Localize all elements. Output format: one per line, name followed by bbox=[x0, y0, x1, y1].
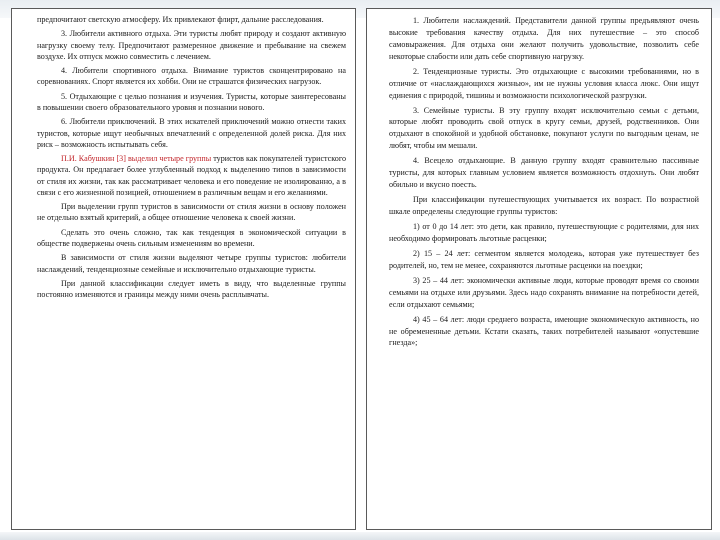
paragraph-sport-rest: 4. Любители спортивного отдыха. Внимание туристов сконцентрировано на соревнованиях. Спорт является их хобби. Они не страшатся физических нагрузок. bbox=[37, 66, 346, 87]
paragraph-active-rest: 3. Любители активного отдыха. Эти туристы любят природу и создают активную нагрузку своему телу. Предпочитают размеренное движение и пребывание на свежем воздухе. Их отпуск можно совместить с лечением. bbox=[37, 29, 346, 61]
paragraph-four-groups: В зависимости от стиля жизни выделяют четыре группы туристов: любители наслаждений, тенденциозные семейные и исключительно отдыхающие туристы. bbox=[37, 253, 346, 274]
paragraph-economic-situation: Сделать это очень сложно, так как тенденция в экономической ситуации в обществе подвержены очень сильным изменениям во времени. bbox=[37, 227, 346, 248]
paragraph-classification-note: При данной классификации следует иметь в виду, что выделенные группы постоянно изменяются и границы между ними очень расплывчаты. bbox=[37, 278, 346, 300]
list-item-age-0-14: 1) от 0 до 14 лет: это дети, как правило, путешествующие с родителями, для них необходимо формировать льготные расценки; bbox=[389, 221, 699, 243]
highlighted-citation: П.И. Кабушкин [3] выделил четыре группы bbox=[61, 154, 212, 164]
citation-rest: туристов как покупателей туристского продукта. Он предлагает более углубленный подход к выделению типов в зависимости от стиля их жизни, так как рассматривает человека и его поведение не изолированно, а в связи с его жизненной позицией, отношением в различным вещам и его желаниями. bbox=[37, 154, 346, 197]
paragraph-resting-tourists: 4. Всецело отдыхающие. В данную группу входят сравнительно пассивные туристы, для которых главным условием является возможность отдохнуть. Они любят обильно и вкусно поесть. bbox=[389, 156, 699, 190]
paragraph-kabushkin bbox=[37, 153, 346, 198]
paragraph-tendentious-tourists: 2. Тенденциозные туристы. Это отдыхающие с высокими требованиями, но в отличие от «наслаждающихся жизнью», им не нужны условия класса люкс. Они ищут единения с природой, тишины и возможности психологической разгрузки. bbox=[389, 66, 699, 100]
list-item-age-45-64: 4) 45 – 64 лет: люди среднего возраста, имеющие экономическую активность, но не обремененные детьми. Кстати сказать, таких потребителей называют «опустевшие гнезда»; bbox=[389, 314, 699, 348]
paragraph-continuation: предпочитают светскую атмосферу. Их привлекают флирт, дальние расследования. bbox=[37, 15, 324, 24]
document-page-right bbox=[366, 8, 712, 530]
paragraph-adventure: 6. Любители приключений. В этих искателей приключений можно отнести таких туристов, которые ищут необычных впечатлений с определенной долей риска. Для них риск – возможность испытывать себя. bbox=[37, 117, 346, 149]
paragraph-family-tourists: 3. Семейные туристы. В эту группу входят исключительно семьи с детьми, которые любят проводить свой отпуск в кругу семьи, друзей, родственников. Они отдыхают в спокойной и удобной обстановке, покупают услуги по выгодным ценам, не любят, чтобы им мешали. bbox=[389, 105, 699, 151]
slide-bottom-band bbox=[0, 532, 720, 540]
paragraph-pleasure-lovers: 1. Любители наслаждений. Представители данной группы предъявляют очень высокие требования качеству отдыха. Для них путешествие – это способ самовыражения. Для отдыха они желают получить удовольствие, позволить себе некоторые слабости или дать себе спортивную нагрузку. bbox=[389, 16, 699, 61]
document-page-left bbox=[11, 8, 356, 530]
paragraph-age-classification: При классификации путешествующих учитывается их возраст. По возрастной шкале определены следующие группы туристов: bbox=[389, 195, 699, 216]
list-item-age-15-24: 2) 15 – 24 лет: сегментом является молодежь, которая уже путешествует без родителей, но, тем не менее, сохраняются льготные расценки на поездки; bbox=[389, 248, 699, 270]
paragraph-cognitive-rest: 5. Отдыхающие с целью познания и изучения. Туристы, которые заинтересованы в повышении своего образовательного уровня и познании нового. bbox=[37, 91, 346, 112]
list-item-age-25-44: 3) 25 – 44 лет: экономически активные люди, которые проводят время со своими семьями на отдыхе или друзьями. Здесь надо сохранять внимание на потребности детей, если отдыхают семьями; bbox=[389, 275, 699, 309]
paragraph-lifestyle-criterion: При выделении групп туристов в зависимости от стиля жизни в основу положен не отдельно взятый критерий, а общее отношение человека к своей жизни. bbox=[37, 202, 346, 223]
